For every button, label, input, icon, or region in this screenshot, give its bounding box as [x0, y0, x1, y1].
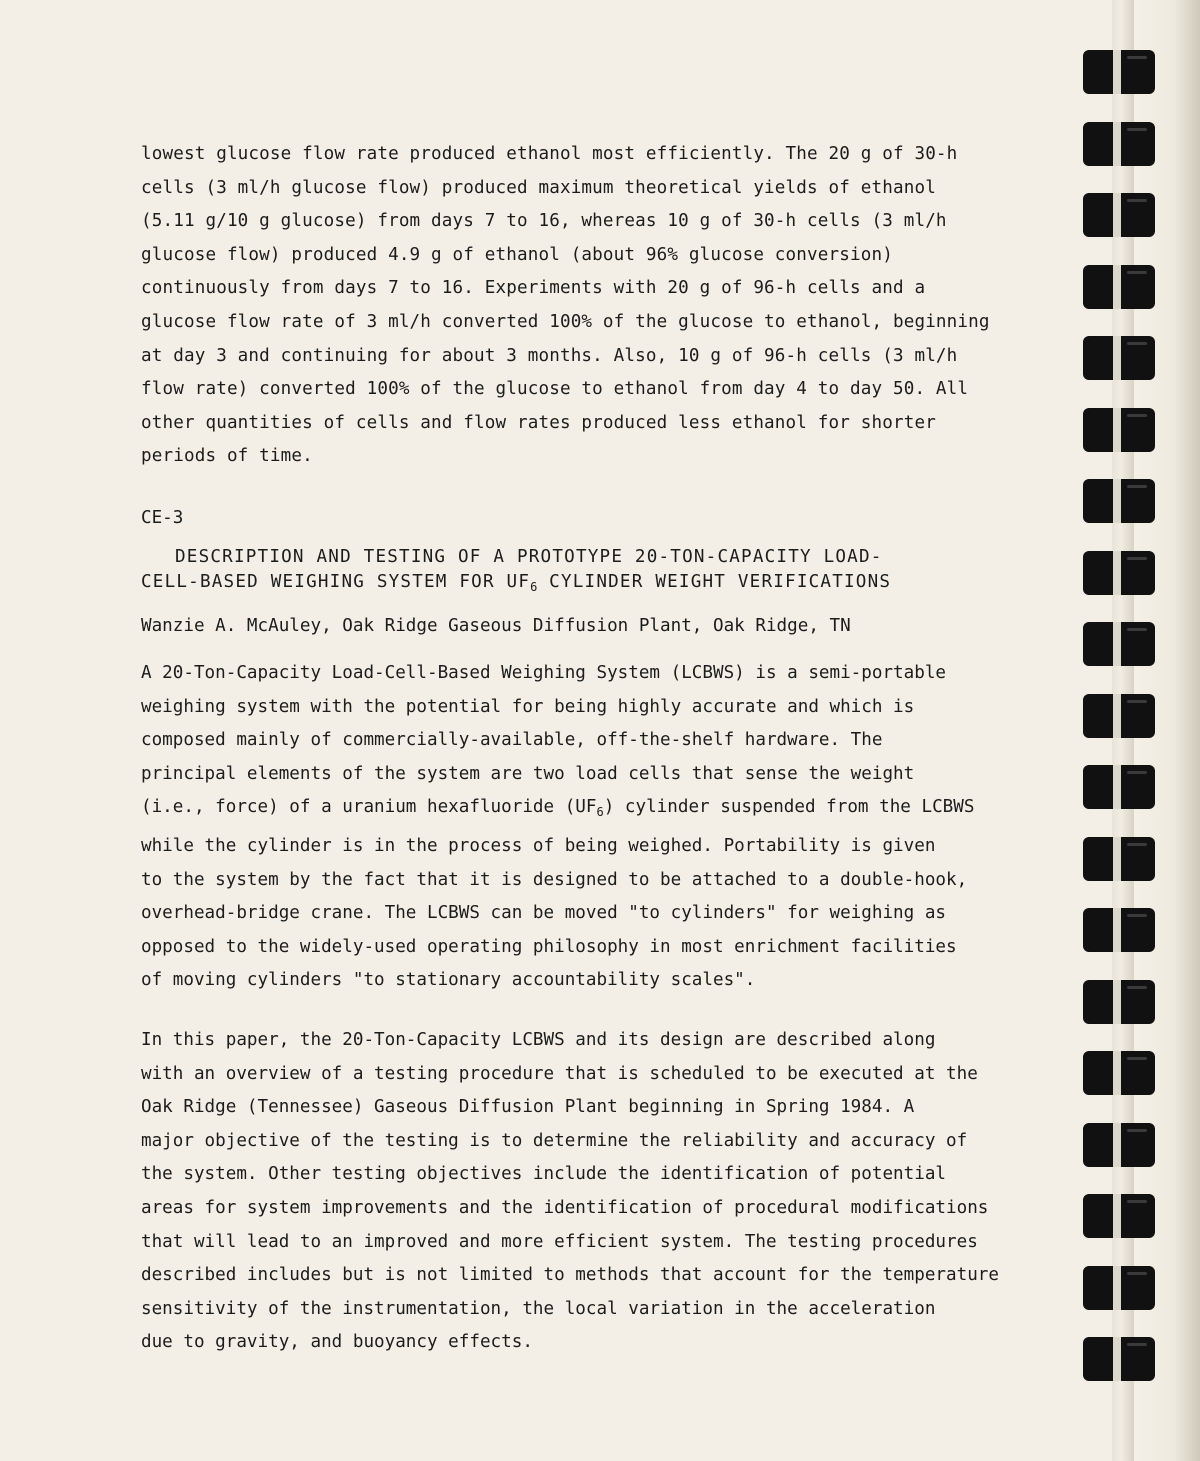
text-line: while the cylinder is in the process of being weighed. Portability is given	[141, 835, 936, 856]
binding-ring	[1083, 336, 1155, 380]
binding-ring	[1083, 1051, 1155, 1095]
text-line: major objective of the testing is to determine the reliability and accuracy of	[141, 1130, 968, 1151]
text-line: due to gravity, and buoyancy effects.	[141, 1332, 533, 1353]
binding-ring	[1083, 122, 1155, 166]
text-line: In this paper, the 20-Ton-Capacity LCBWS and its design are described along	[141, 1030, 936, 1050]
text-line: the system. Other testing objectives include the identification of potential	[141, 1164, 947, 1185]
binding-ring	[1083, 694, 1155, 738]
text-line: overhead-bridge crane. The LCBWS can be moved "to cylinders" for weighing as	[141, 903, 947, 924]
binding-ring	[1083, 265, 1155, 309]
abstract-paragraph-1	[141, 657, 974, 998]
text-line: that will lead to an improved and more efficient system. The testing procedures	[141, 1231, 978, 1252]
binding-ring	[1083, 837, 1155, 881]
text-line: (i.e., force) of a uranium hexafluoride $(UF_6)$ cylinder suspended from the LCBWS	[141, 797, 975, 820]
binding-ring	[1083, 1337, 1155, 1381]
text-line: principal elements of the system are two load cells that sense the weight	[141, 763, 915, 784]
text-line: A 20-Ton-Capacity Load-Cell-Based Weighing System (LCBWS) is a semi-portable	[141, 663, 947, 683]
binding-ring	[1083, 479, 1155, 523]
title-line-2: CELL-BASED WEIGHING SYSTEM FOR $UF_6$ CYLINDER WEIGHT VERIFICATIONS	[141, 572, 892, 594]
text-line: sensitivity of the instrumentation, the local variation in the acceleration	[141, 1298, 936, 1319]
text-line: opposed to the widely-used operating philosophy in most enrichment facilities	[141, 936, 957, 957]
text-line: with an overview of a testing procedure that is scheduled to be executed at the	[141, 1063, 978, 1084]
text-line: weighing system with the potential for being highly accurate and which is	[141, 696, 915, 717]
title-line-1: DESCRIPTION AND TESTING OF A PROTOTYPE 20-TON-CAPACITY LOAD-	[175, 547, 883, 567]
text-line: glucose flow) produced 4.9 g of ethanol (about 96% glucose conversion)	[141, 244, 893, 265]
text-line: at day 3 and continuing for about 3 months. Also, 10 g of 96-h cells (3 ml/h	[141, 345, 958, 366]
binding-ring	[1083, 980, 1155, 1024]
binding-ring	[1083, 908, 1155, 952]
binding-ring	[1083, 765, 1155, 809]
binding-ring	[1083, 1194, 1155, 1238]
text-line: flow rate) converted 100% of the glucose to ethanol from day 4 to day 50. All	[141, 379, 969, 400]
text-line: lowest glucose flow rate produced ethanol most efficiently. The 20 g of 30-h	[141, 144, 958, 164]
text-line: glucose flow rate of 3 ml/h converted 100% of the glucose to ethanol, beginning	[141, 311, 990, 332]
abstract-title	[141, 545, 1021, 600]
text-line: (5.11 g/10 g glucose) from days 7 to 16, whereas 10 g of 30-h cells (3 ml/h	[141, 211, 947, 232]
text-line: composed mainly of commercially-available, off-the-shelf hardware. The	[141, 730, 883, 751]
text-line: other quantities of cells and flow rates produced less ethanol for shorter	[141, 412, 936, 433]
text-line: periods of time.	[141, 446, 313, 467]
author-line: Wanzie A. McAuley, Oak Ridge Gaseous Diffusion Plant, Oak Ridge, TN	[141, 616, 851, 636]
text-line: continuously from days 7 to 16. Experiments with 20 g of 96-h cells and a	[141, 278, 926, 299]
binding-ring	[1083, 1123, 1155, 1167]
binding-ring	[1083, 408, 1155, 452]
text-line: to the system by the fact that it is designed to be attached to a double-hook,	[141, 869, 968, 890]
text-line: Oak Ridge (Tennessee) Gaseous Diffusion Plant beginning in Spring 1984. A	[141, 1097, 915, 1118]
binding-ring	[1083, 1266, 1155, 1310]
binding-ring	[1083, 50, 1155, 94]
paragraph-continuation	[141, 138, 1071, 474]
text-line: of moving cylinders "to stationary accountability scales".	[141, 970, 756, 991]
text-line: described includes but is not limited to methods that account for the temperature	[141, 1265, 999, 1286]
binding-ring	[1083, 622, 1155, 666]
abstract-paragraph-2	[141, 1024, 999, 1360]
section-tag: CE-3	[141, 508, 184, 528]
binding-ring	[1083, 551, 1155, 595]
binding-ring	[1083, 193, 1155, 237]
text-line: cells (3 ml/h glucose flow) produced maximum theoretical yields of ethanol	[141, 177, 936, 198]
text-line: areas for system improvements and the identification of procedural modifications	[141, 1197, 989, 1218]
